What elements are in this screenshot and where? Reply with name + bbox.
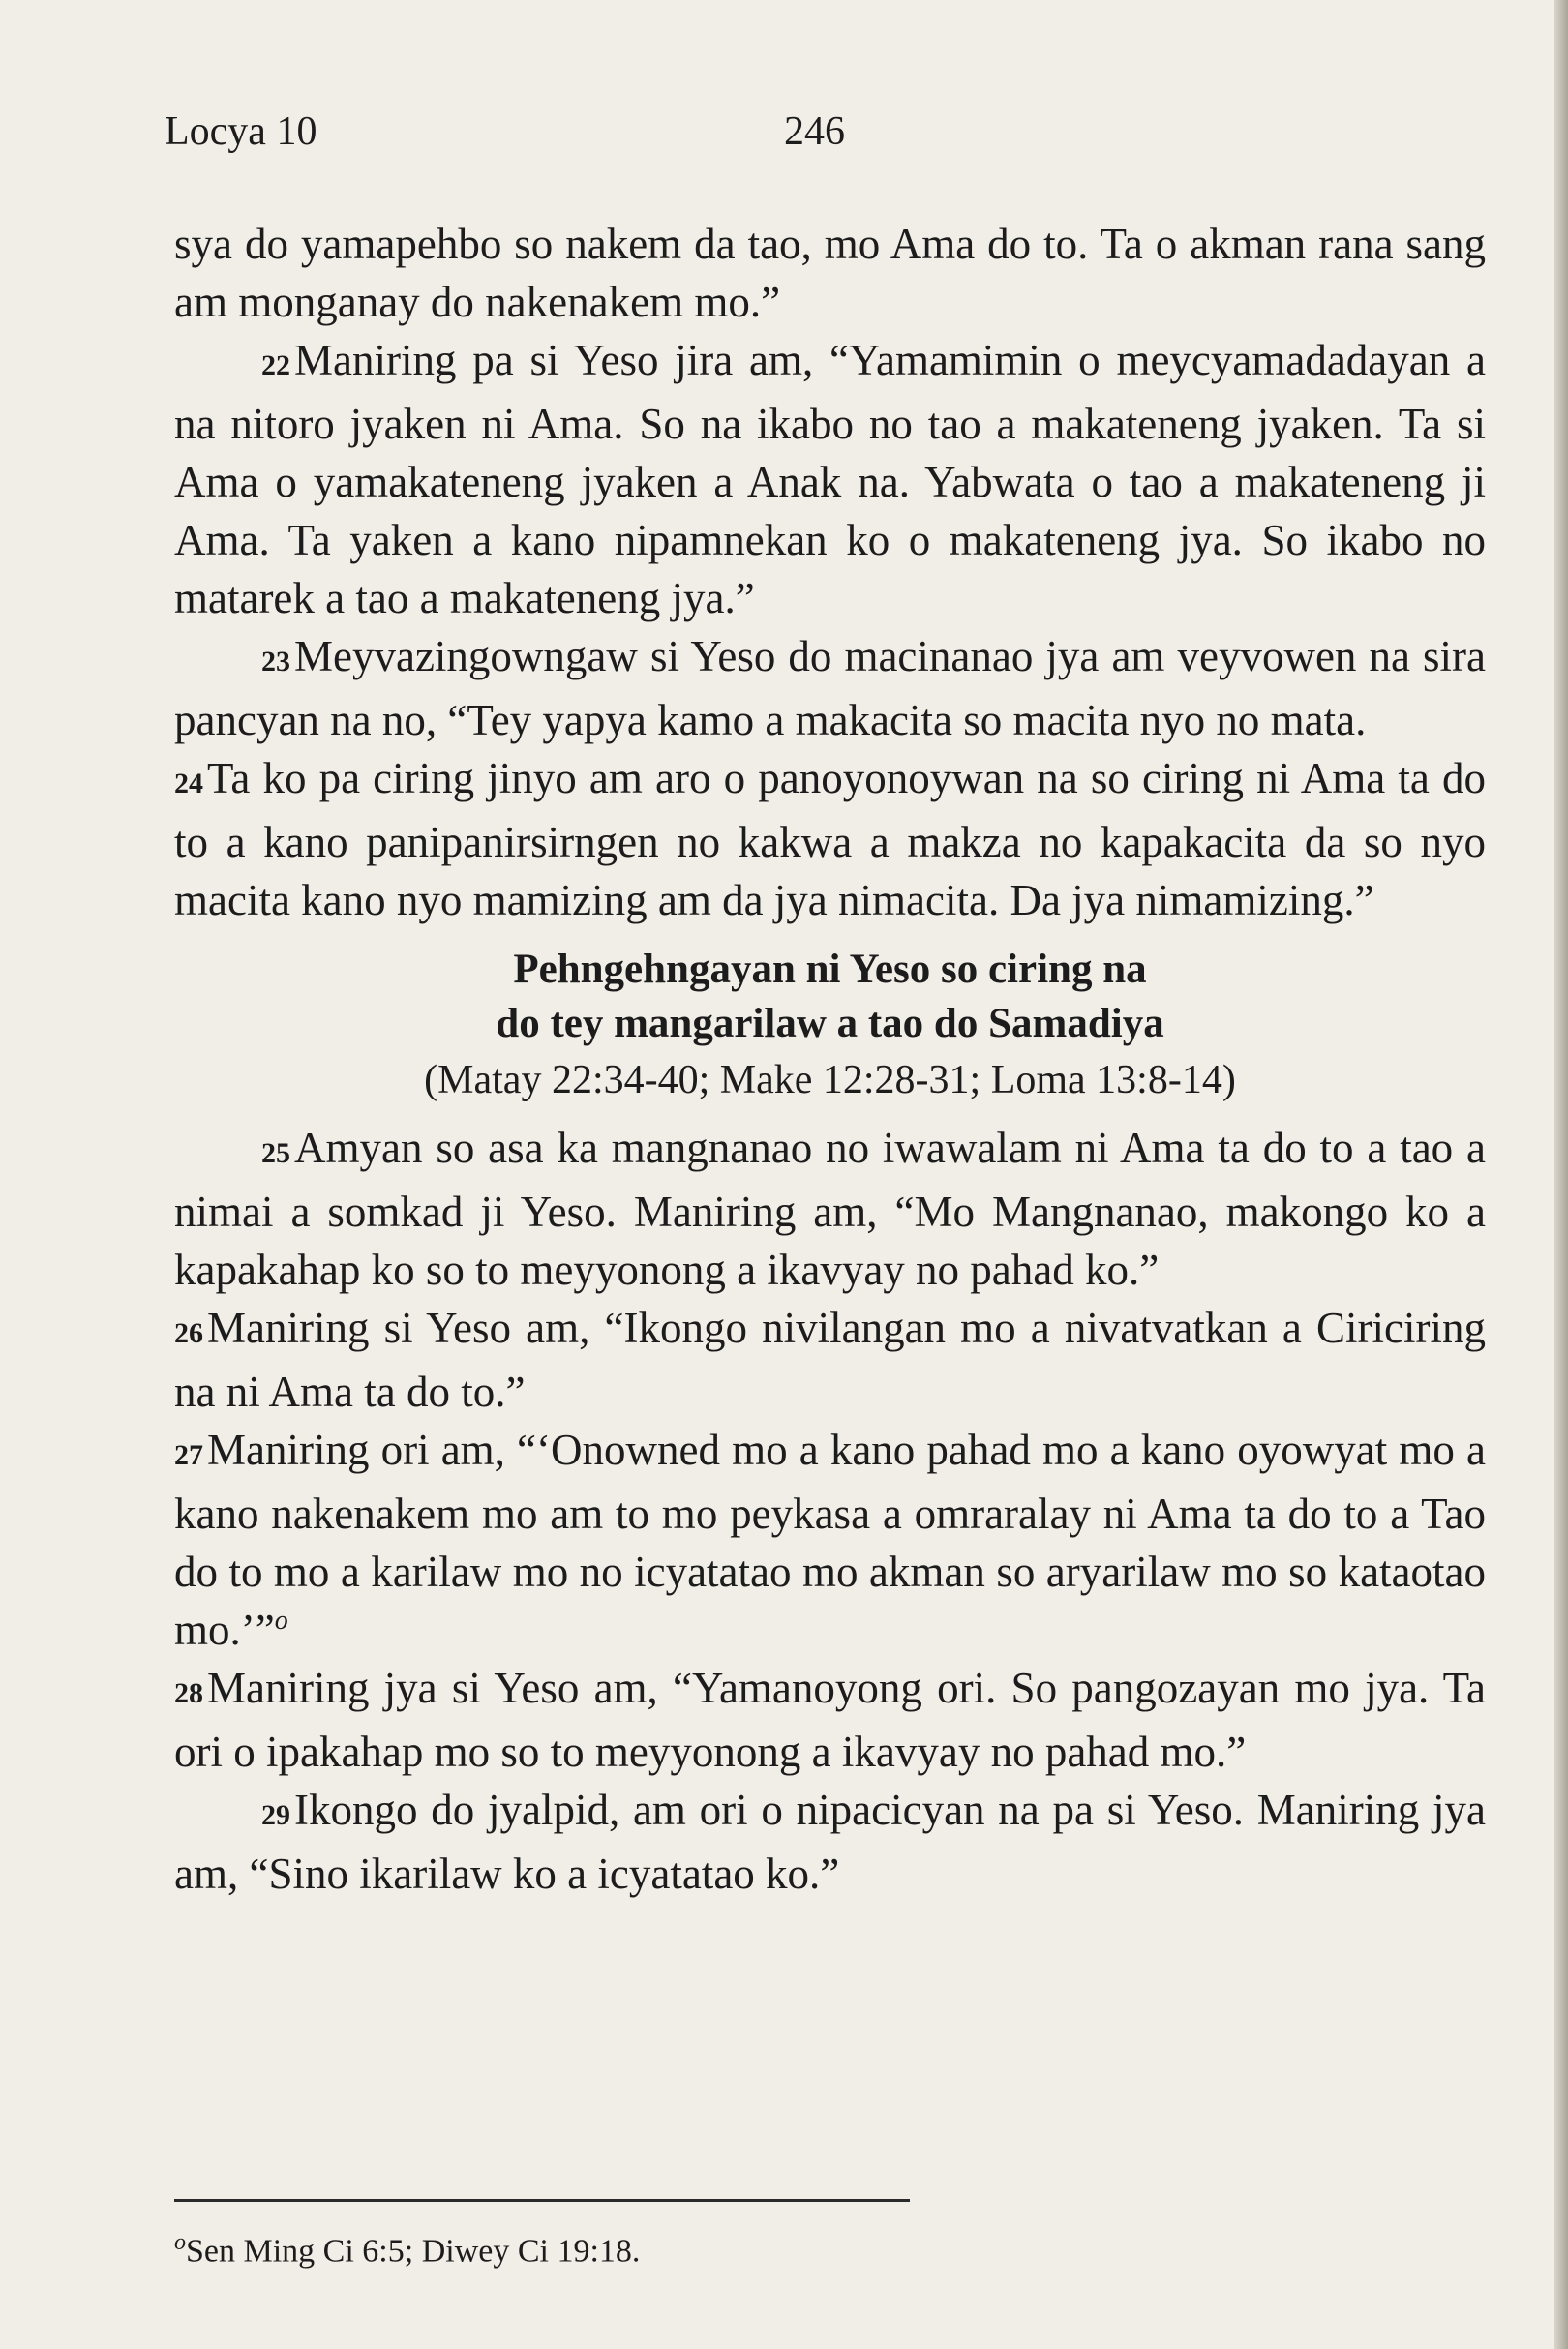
verse-number: 27	[174, 1439, 203, 1471]
page-number: 246	[784, 109, 845, 154]
running-head: Locya 10	[165, 109, 317, 154]
verse-25	[174, 1119, 1486, 1299]
footnote	[174, 2220, 1432, 2274]
verse-23	[174, 627, 1486, 749]
verse-text: Ikongo do jyalpid, am ori o nipacicyan na pa si Yeso. Maniring jya am, “Sino ikarilaw ko a icyatatao ko.”	[174, 1786, 1486, 1898]
verse-number: 23	[261, 646, 290, 678]
verse-24	[174, 749, 1486, 929]
footnote-text: Sen Ming Ci 6:5; Diwey Ci 19:18.	[186, 2233, 641, 2270]
verse-text: Amyan so asa ka mangnanao no iwawalam ni Ama ta do to a tao a nimai a somkad ji Yeso. Maniring am, “Mo Mangnanao, makongo ko a kapakahap ko so to meyyonong a ikavyay no pahad ko.”	[174, 1124, 1486, 1294]
verse-22	[174, 331, 1486, 627]
footnote-mark: o	[174, 2230, 186, 2255]
section-heading-line: Pehngehngayan ni Yeso so ciring na	[513, 947, 1147, 992]
section-heading-line: do tey mangarilaw a tao do Samadiya	[496, 1001, 1164, 1046]
verse-text: Maniring pa si Yeso jira am, “Yamamimin o meycyamadadayan a na nitoro jyaken ni Ama. So na ikabo no tao a makateneng jyaken. Ta si Ama o yamakateneng jyaken a Anak na. Yabwata o tao a makateneng ji Ama. Ta yaken a kano nipamnekan ko o makateneng jya. So ikabo no matarek a tao a makateneng jya.”	[174, 336, 1486, 622]
verse-number: 25	[261, 1137, 290, 1169]
verse-28	[174, 1659, 1486, 1781]
paragraph	[174, 215, 1486, 331]
verse-number: 22	[261, 349, 290, 381]
verse-text: Meyvazingowngaw si Yeso do macinanao jya am veyvowen na sira pancyan na no, “Tey yapya kamo a makacita so macita nyo no mata.	[174, 632, 1486, 744]
footnote-marker: o	[274, 1606, 288, 1636]
verse-number: 26	[174, 1317, 203, 1349]
paragraph-text: sya do yamapehbo so nakem da tao, mo Ama do to. Ta o akman rana sang am monganay do nakenakem mo.”	[174, 220, 1486, 326]
verse-29	[174, 1781, 1486, 1903]
verse-text: Maniring si Yeso am, “Ikongo nivilangan mo a nivatvatkan a Ciriciring na ni Ama ta do to.”	[174, 1304, 1486, 1416]
verse-number: 29	[261, 1799, 290, 1831]
page-edge-shadow	[1554, 0, 1568, 2349]
verse-text: Maniring ori am, “‘Onowned mo a kano pahad mo a kano oyowyat mo a kano nakenakem mo am to mo peykasa a omraralay ni Ama ta do to a Tao do to mo a karilaw mo no icyatatao mo akman so aryarilaw mo so kataotao mo.’”	[174, 1426, 1486, 1654]
verse-text: Maniring jya si Yeso am, “Yamanoyong ori. So pangozayan mo jya. Ta ori o ipakahap mo so to meyyonong a ikavyay no pahad mo.”	[174, 1664, 1486, 1776]
page-header	[165, 108, 1500, 166]
section-heading	[174, 943, 1486, 1051]
verse-number: 28	[174, 1677, 203, 1709]
verse-number: 24	[174, 768, 203, 799]
section-reference: (Matay 22:34-40; Make 12:28-31; Loma 13:8-14)	[424, 1058, 1236, 1102]
body-text	[174, 215, 1486, 1903]
verse-27	[174, 1421, 1486, 1659]
footnote-rule	[174, 2199, 910, 2202]
verse-26	[174, 1299, 1486, 1421]
verse-text: Ta ko pa ciring jinyo am aro o panoyonoywan na so ciring ni Ama ta do to a kano panipanirsirngen no kakwa a makza no kapakacita da so nyo macita kano nyo mamizing am da jya nimacita. Da jya nimamizing.”	[174, 754, 1486, 924]
